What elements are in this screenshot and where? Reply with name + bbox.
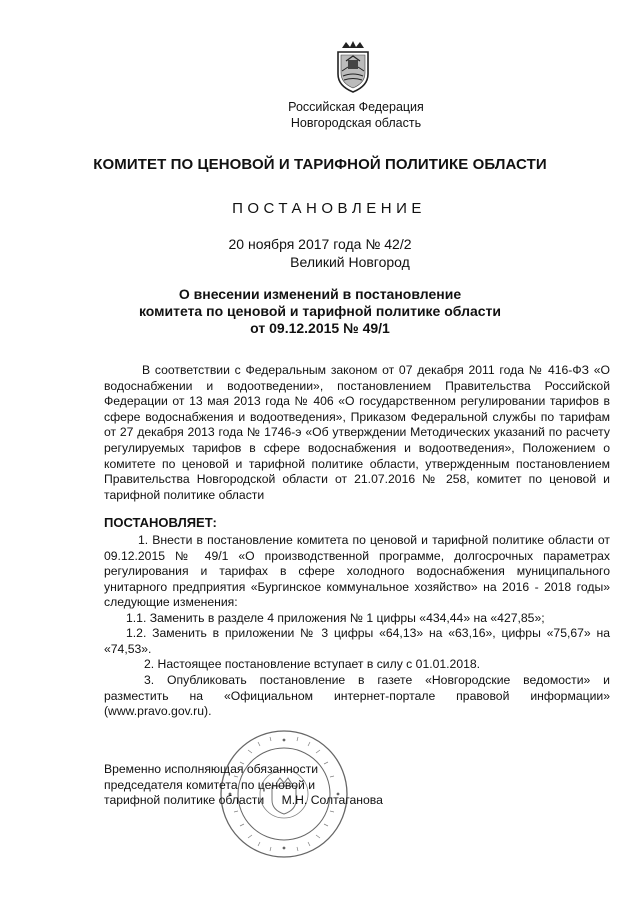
document-city: Великий Новгород (290, 254, 410, 270)
item-1-2: 1.2. Заменить в приложении № 3 цифры «64,13» на «63,16», цифры «75,67» на «74,53». (104, 626, 610, 656)
coat-of-arms-icon (330, 40, 376, 94)
committee-title: КОМИТЕТ ПО ЦЕНОВОЙ И ТАРИФНОЙ ПОЛИТИКЕ ОБЛАСТИ (93, 156, 547, 173)
resolves-heading: ПОСТАНОВЛЯЕТ: (104, 515, 217, 530)
signature-name: М.Н. Солтаганова (281, 793, 383, 808)
document-date-number: 20 ноября 2017 года № 42/2 (228, 236, 412, 252)
signature-line: председателя комитета по ценовой и (104, 777, 316, 792)
preamble-paragraph: В соответствии с Федеральным законом от 07 декабря 2011 года № 416-ФЗ «О водоснабжении и водоотведении», постановлением Правительства Российской Федерации от 13 мая 2013 года № 406 «О государственном регулировании тарифов в сфере водоснабжения и водоотведения», Приказом Федеральной службы по тарифам от 27 декабря 2013 года № 1746-э «Об утверждении Методических указаний по расчету регулируемых тарифов в сфере водоснабжения и водоотведения», Положением о комитете по ценовой и тарифной политике области, утвержденным постановлением Правительства Новгородской области от 21.07.2016 № 258, комитет по ценовой и тарифной политике области (104, 363, 610, 502)
item-3: 3. Опубликовать постановление в газете «Новгородские ведомости» и разместить на «Официальном интернет-портале правовой информации» (www.pravo.gov.ru). (104, 673, 610, 719)
header-region: Новгородская область (290, 116, 422, 130)
subject-line: от 09.12.2015 № 49/1 (250, 320, 390, 336)
subject-line: О внесении изменений в постановление (178, 286, 462, 302)
item-1-1: 1.1. Заменить в разделе 4 приложения № 1 цифры «434,44» на «427,85»; (126, 611, 545, 625)
subject-line: комитета по ценовой и тарифной политике области (138, 303, 502, 319)
signature-position: тарифной политике области (104, 793, 265, 808)
item-2: 2. Настоящее постановление вступает в силу с 01.01.2018. (144, 657, 481, 671)
item-1: 1. Внести в постановление комитета по ценовой и тарифной политике области от 09.12.2015 № 49/1 «О производственной программе, долгосрочных параметрах регулирования и тарифах в сфере холодного водоснабжения муниципального унитарного предприятия «Бургинское коммунальное хозяйство» на 2016 - 2018 годы» следующие изменения: (104, 533, 610, 610)
document-type: ПОСТАНОВЛЕНИЕ (232, 200, 426, 217)
document-subject (0, 286, 640, 337)
header-country: Российская Федерация (288, 100, 424, 114)
signature-line (104, 793, 434, 809)
signature-block (104, 762, 434, 809)
signature-line: Временно исполняющая обязанности (104, 762, 319, 776)
